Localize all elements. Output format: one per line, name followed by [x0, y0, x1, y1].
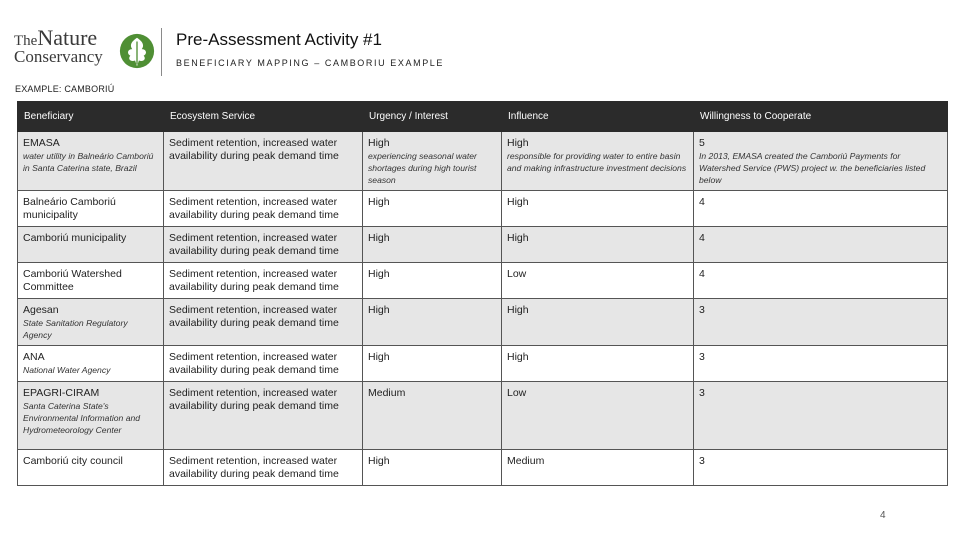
header-divider: [161, 28, 162, 76]
cell-urgency: High: [363, 191, 502, 227]
cell-urgency: High: [363, 263, 502, 299]
oak-leaf-icon: [118, 32, 156, 70]
header-beneficiary: Beneficiary: [18, 102, 164, 132]
cell-service: Sediment retention, increased water availability during peak demand time: [164, 191, 363, 227]
beneficiary-table: [17, 101, 948, 486]
table-row: [18, 227, 948, 263]
cell-service: Sediment retention, increased water availability during peak demand time: [164, 263, 363, 299]
table-header-row: [18, 102, 948, 132]
table-row: [18, 299, 948, 346]
cell-influence: High: [502, 346, 694, 382]
table-row: [18, 263, 948, 299]
cell-influence: Medium: [502, 450, 694, 486]
cell-beneficiary: Camboriú municipality: [18, 227, 164, 263]
cell-urgency: High: [363, 299, 502, 346]
cell-urgency: Medium: [363, 382, 502, 450]
cell-beneficiary: EPAGRI-CIRAM Santa Caterina State's Environmental Information and Hydrometeorology Center: [18, 382, 164, 450]
logo-nature: Nature: [37, 25, 98, 50]
cell-beneficiary: Camboriú city council: [18, 450, 164, 486]
cell-service: Sediment retention, increased water availability during peak demand time: [164, 132, 363, 191]
header-ecosystem-service: Ecosystem Service: [164, 102, 363, 132]
logo-wordmark: [14, 25, 103, 66]
cell-service: Sediment retention, increased water availability during peak demand time: [164, 450, 363, 486]
cell-influence: Low: [502, 263, 694, 299]
table-row: [18, 382, 948, 450]
cell-service: Sediment retention, increased water availability during peak demand time: [164, 227, 363, 263]
logo-conservancy: Conservancy: [14, 47, 103, 66]
cell-willingness: 3: [694, 299, 948, 346]
cell-beneficiary: EMASA water utility in Balneário Camboriú in Santa Caterina state, Brazil: [18, 132, 164, 191]
cell-influence: High: [502, 227, 694, 263]
cell-influence: Low: [502, 382, 694, 450]
table-row: [18, 450, 948, 486]
table-row: [18, 132, 948, 191]
cell-influence: High: [502, 299, 694, 346]
cell-influence: High responsible for providing water to entire basin and making infrastructure investment decisions: [502, 132, 694, 191]
logo-the: The: [14, 33, 38, 49]
cell-beneficiary: ANA National Water Agency: [18, 346, 164, 382]
header-urgency: Urgency / Interest: [363, 102, 502, 132]
cell-willingness: 5 In 2013, EMASA created the Camboriú Payments for Watershed Service (PWS) project w. the beneficiaries listed below: [694, 132, 948, 191]
cell-influence: High: [502, 191, 694, 227]
cell-beneficiary: Balneário Camboriú municipality: [18, 191, 164, 227]
page-number: 4: [880, 510, 886, 521]
cell-willingness: 4: [694, 227, 948, 263]
cell-urgency: High experiencing seasonal water shortages during high tourist season: [363, 132, 502, 191]
example-label: EXAMPLE: CAMBORIÚ: [15, 84, 115, 94]
cell-service: Sediment retention, increased water availability during peak demand time: [164, 346, 363, 382]
cell-service: Sediment retention, increased water availability during peak demand time: [164, 382, 363, 450]
cell-willingness: 4: [694, 263, 948, 299]
page-subtitle: BENEFICIARY MAPPING – CAMBORIU EXAMPLE: [176, 58, 445, 68]
cell-service: Sediment retention, increased water availability during peak demand time: [164, 299, 363, 346]
cell-willingness: 3: [694, 382, 948, 450]
cell-willingness: 3: [694, 346, 948, 382]
table-row: [18, 346, 948, 382]
table-row: [18, 191, 948, 227]
cell-willingness: 4: [694, 191, 948, 227]
tnc-logo: [14, 25, 164, 76]
header-influence: Influence: [502, 102, 694, 132]
cell-urgency: High: [363, 227, 502, 263]
cell-willingness: 3: [694, 450, 948, 486]
header-willingness: Willingness to Cooperate: [694, 102, 948, 132]
page-title: Pre-Assessment Activity #1: [176, 30, 382, 49]
cell-urgency: High: [363, 346, 502, 382]
cell-beneficiary: Camboriú Watershed Committee: [18, 263, 164, 299]
cell-urgency: High: [363, 450, 502, 486]
cell-beneficiary: Agesan State Sanitation Regulatory Agency: [18, 299, 164, 346]
